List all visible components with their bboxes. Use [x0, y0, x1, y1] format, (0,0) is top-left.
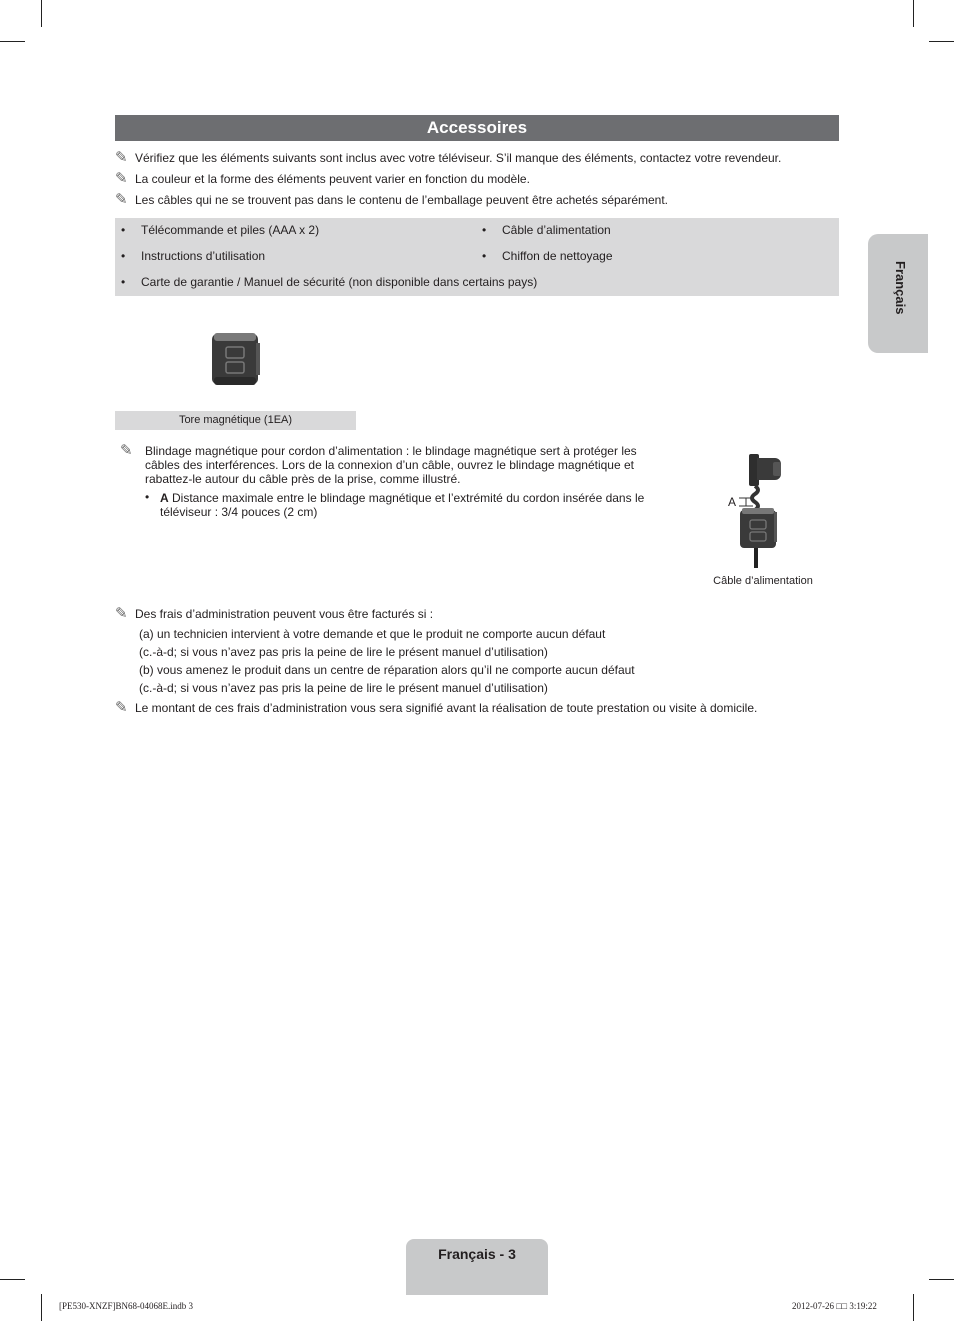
shield-note-text: Blindage magnétique pour cordon d’alimentation : le blindage magnétique sert à protéger les câbles des interférences. Lors de la connexion d’un câble, ouvrez le blindage magnétique et rabattez-le autour du câble près de la prise, comme illustré. — [145, 444, 637, 486]
note-text: Les câbles qui ne se trouvent pas dans le contenu de l’emballage peuvent être achetés séparément. — [135, 193, 669, 207]
footer-timestamp: 2012-07-26 □□ 3:19:22 — [792, 1301, 877, 1311]
bullet: • — [482, 249, 487, 263]
list-item-label: Instructions d’utilisation — [141, 249, 266, 263]
cable-label-a: A — [728, 495, 737, 509]
crop-mark — [41, 0, 42, 27]
list-item-label: Télécommande et piles (AAA x 2) — [141, 223, 320, 237]
crop-mark — [0, 41, 25, 42]
shield-sub-text: Distance maximale entre le blindage magnétique et l’extrémité du cordon insérée dans le téléviseur : 3/4 pouces (2 cm) — [160, 491, 645, 519]
crop-mark — [913, 1294, 914, 1321]
list-item-label: Câble d’alimentation — [502, 223, 611, 237]
bullet: • — [145, 490, 150, 504]
note — [115, 192, 845, 208]
language-side-tab — [868, 234, 928, 353]
crop-mark — [41, 1294, 42, 1321]
note — [115, 171, 845, 187]
pencil-icon: ✎ — [120, 442, 133, 459]
fees-line: (c.-à-d; si vous n’avez pas pris la peine de lire le présent manuel d’utilisation) — [139, 645, 548, 659]
bullet: • — [121, 223, 126, 237]
power-cable-image — [725, 452, 795, 570]
bullet: • — [482, 223, 487, 237]
pencil-icon: ✎ — [115, 170, 128, 187]
crop-mark — [929, 41, 954, 42]
fees-note — [115, 606, 845, 622]
shield-note — [120, 444, 660, 519]
crop-mark — [0, 1279, 25, 1280]
crop-mark — [929, 1279, 954, 1280]
cable-caption: Câble d’alimentation — [713, 575, 813, 587]
section-title: Accessoires — [115, 115, 839, 141]
fees-line: (b) vous amenez le produit dans un centre de réparation alors qu’il ne comporte aucun défaut — [139, 663, 635, 677]
fees-lines — [139, 625, 635, 697]
list-item-label: Chiffon de nettoyage — [502, 249, 613, 263]
note — [115, 150, 845, 166]
ferrite-core-image — [210, 331, 262, 387]
shield-sub-label: A — [160, 491, 169, 505]
pencil-icon: ✎ — [115, 605, 128, 622]
accessories-list — [115, 218, 839, 296]
bullet: • — [121, 275, 126, 289]
fees-line: (c.-à-d; si vous n’avez pas pris la peine de lire le présent manuel d’utilisation) — [139, 681, 548, 695]
crop-mark — [913, 0, 914, 27]
shield-sub-item — [145, 490, 660, 519]
page-number-tab — [406, 1239, 548, 1295]
bullet: • — [121, 249, 126, 263]
pencil-icon: ✎ — [115, 149, 128, 166]
list-item-label: Carte de garantie / Manuel de sécurité (non disponible dans certains pays) — [141, 275, 538, 289]
fees-line: (a) un technicien intervient à votre demande et que le produit ne comporte aucun défaut — [139, 627, 606, 641]
pencil-icon: ✎ — [115, 191, 128, 208]
note-text: La couleur et la forme des éléments peuvent varier en fonction du modèle. — [135, 172, 530, 186]
note-text: Vérifiez que les éléments suivants sont inclus avec votre téléviseur. S’il manque des éléments, contactez votre revendeur. — [135, 151, 782, 165]
fees-intro: Des frais d’administration peuvent vous être facturés si : — [135, 607, 434, 621]
language-side-tab-label: Français — [893, 261, 908, 315]
note-text: Le montant de ces frais d’administration vous sera signifié avant la réalisation de toute prestation ou visite à domicile. — [135, 701, 758, 715]
note — [115, 700, 845, 716]
footer-file-name: [PE530-XNZF]BN68-04068E.indb 3 — [59, 1301, 193, 1311]
pencil-icon: ✎ — [115, 699, 128, 716]
ferrite-caption: Tore magnétique (1EA) — [115, 411, 356, 430]
page-number: Français - 3 — [438, 1246, 516, 1262]
